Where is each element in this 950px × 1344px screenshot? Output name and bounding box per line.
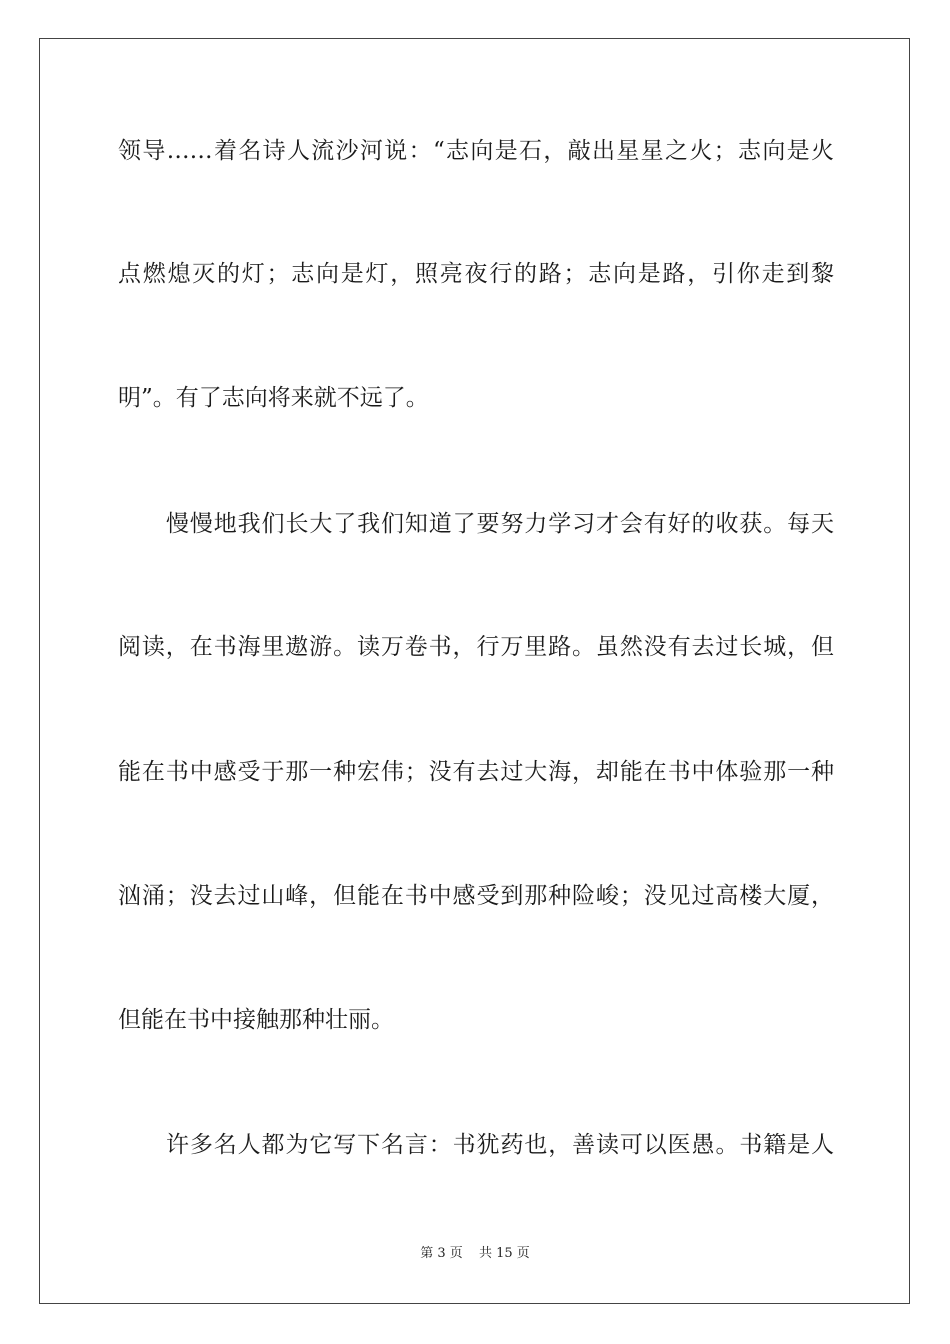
page-border (39, 38, 910, 1304)
page-number: 第 3 页 (420, 1246, 463, 1261)
text-line-6: 能在书中感受于那一种宏伟；没有去过大海，却能在书中体验那一种 (118, 759, 834, 785)
page-total: 共 15 页 (478, 1246, 530, 1261)
text-line-4: 慢慢地我们长大了我们知道了要努力学习才会有好的收获。每天 (166, 511, 834, 537)
text-line-3: 明”。有了志向将来就不远了。 (118, 385, 429, 411)
text-line-8: 但能在书中接触那种壮丽。 (118, 1007, 394, 1033)
text-line-5: 阅读，在书海里遨游。读万卷书，行万里路。虽然没有去过长城，但 (118, 634, 834, 660)
text-line-9: 许多名人都为它写下名言：书犹药也，善读可以医愚。书籍是人 (166, 1132, 834, 1158)
text-line-2: 点燃熄灭的灯；志向是灯，照亮夜行的路；志向是路，引你走到黎 (118, 261, 834, 287)
page-footer (0, 1245, 950, 1263)
text-line-7: 汹涌；没去过山峰，但能在书中感受到那种险峻；没见过高楼大厦， (118, 883, 834, 909)
text-line-1: 领导……着名诗人流沙河说：“志向是石，敲出星星之火；志向是火 (118, 138, 834, 164)
